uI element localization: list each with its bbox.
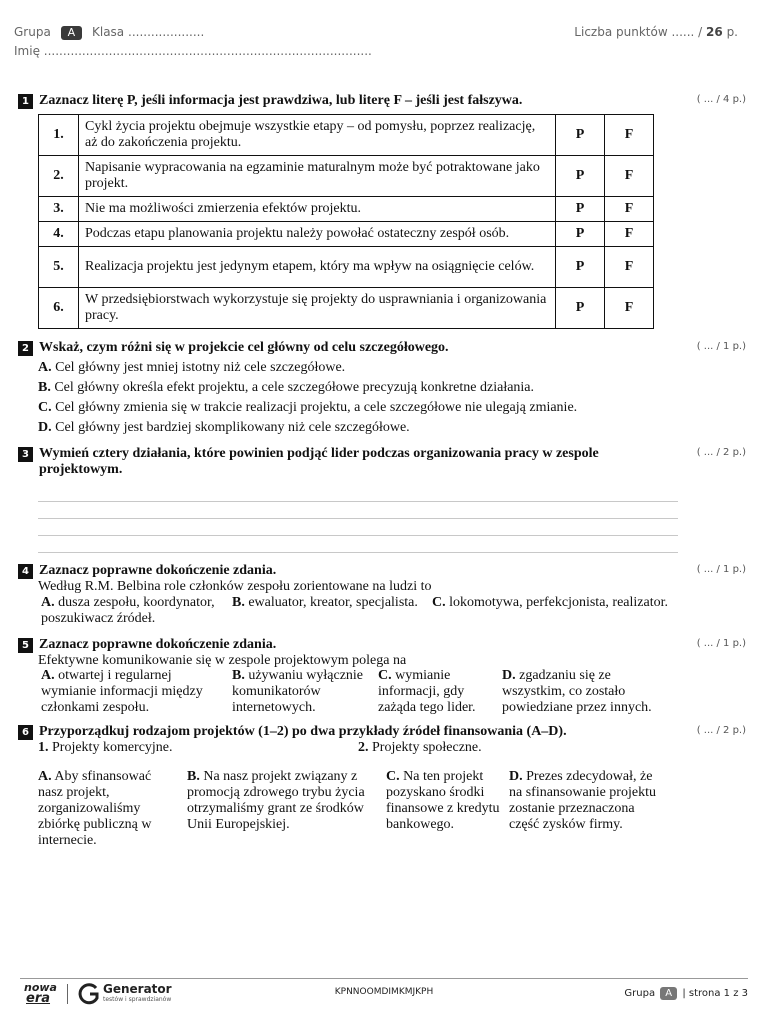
option-text: komunikatorów <box>232 684 321 699</box>
row-number: 2. <box>39 156 79 197</box>
row-statement: Realizacja projektu jest jedynym etapem, który ma wpływ na osiągnięcie celów. <box>79 247 556 288</box>
table-row <box>39 156 654 197</box>
class-dots: .................... <box>128 25 205 39</box>
question-title: Zaznacz literę P, jeśli informacja jest prawdziwa, lub literę F – jeśli jest fałszywa. <box>39 93 523 108</box>
true-option[interactable]: P <box>556 115 605 156</box>
question-points: ( ... / 2 p.) <box>696 447 746 458</box>
row-number: 5. <box>39 247 79 288</box>
answer-option-a[interactable] <box>38 360 345 376</box>
answer-line[interactable] <box>38 552 678 553</box>
table-row <box>39 115 654 156</box>
test-code: KPNNOOMDIMKMJKPH <box>334 987 434 997</box>
option-text: wymianie informacji między <box>41 684 203 699</box>
question-title: Zaznacz poprawne dokończenie zdania. <box>39 563 277 578</box>
option-letter: A. <box>38 360 52 375</box>
project-type-1 <box>38 740 173 756</box>
answer-option-a[interactable] <box>41 668 231 716</box>
generator-title: Generator <box>103 982 172 996</box>
table-row <box>39 222 654 247</box>
option-letter: A. <box>41 595 55 610</box>
option-text: ewaluator, kreator, specjalista. <box>248 595 418 610</box>
answer-option-b[interactable] <box>232 668 377 716</box>
group-label: Grupa <box>14 25 51 39</box>
true-option[interactable]: P <box>556 156 605 197</box>
option-text: nasz projekt, <box>38 785 110 800</box>
points-unit: p. <box>726 25 738 39</box>
points-label: Liczba punktów ...... / <box>574 25 703 39</box>
option-letter: C. <box>432 595 446 610</box>
option-letter: D. <box>38 420 52 435</box>
option-text: finansowe z kredytu <box>386 801 500 816</box>
project-type-2 <box>358 740 482 756</box>
option-text: Cel główny określa efekt projektu, a cele szczegółowe precyzują konkretne działania. <box>54 380 535 395</box>
answer-line[interactable] <box>38 501 678 502</box>
option-text: Unii Europejskiej. <box>187 817 290 832</box>
row-number: 1. <box>39 115 79 156</box>
option-letter: A. <box>38 769 52 784</box>
option-text: zostanie przeznaczona <box>509 801 635 816</box>
footer-page-info <box>624 987 748 1000</box>
question-points: ( ... / 1 p.) <box>696 564 746 575</box>
option-text: zażąda tego lider. <box>378 700 476 715</box>
true-option[interactable]: P <box>556 247 605 288</box>
true-false-table <box>38 114 654 329</box>
option-text: używaniu wyłącznie <box>248 668 364 683</box>
false-option[interactable]: F <box>605 247 654 288</box>
project-number: 1. <box>38 740 49 755</box>
option-text: informacji, gdy <box>378 684 465 699</box>
option-text: poszukiwacz źródeł. <box>41 611 156 626</box>
option-letter: B. <box>232 595 245 610</box>
points-field <box>574 25 738 39</box>
question-points: ( ... / 2 p.) <box>696 725 746 736</box>
project-number: 2. <box>358 740 369 755</box>
name-label: Imię <box>14 44 40 58</box>
question-title: Zaznacz poprawne dokończenie zdania. <box>39 637 277 652</box>
option-text: Prezes zdecydował, że <box>526 769 653 784</box>
option-text: otrzymaliśmy grant ze środków <box>187 801 364 816</box>
name-dots: ...................................................................................... <box>43 44 372 58</box>
footer-group-badge: A <box>660 987 677 1000</box>
question-number: 4 <box>18 564 33 579</box>
true-option[interactable]: P <box>556 288 605 329</box>
group-field <box>14 25 204 40</box>
option-text: bankowego. <box>386 817 455 832</box>
false-option[interactable]: F <box>605 156 654 197</box>
answer-option-c[interactable] <box>378 668 500 716</box>
question-number: 5 <box>18 638 33 653</box>
question-number: 1 <box>18 94 33 109</box>
row-number: 4. <box>39 222 79 247</box>
option-text: Cel główny jest mniej istotny niż cele szczegółowe. <box>55 360 346 375</box>
option-text: członkami zespołu. <box>41 700 150 715</box>
question-stem: Efektywne komunikowanie się w zespole projektowym polega na <box>38 653 407 668</box>
row-statement: Nie ma możliwości zmierzenia efektów projektu. <box>79 197 556 222</box>
option-text: Na nasz projekt związany z <box>203 769 358 784</box>
option-text: promocją zdrowego trybu życia <box>187 785 365 800</box>
funding-source-a[interactable] <box>38 769 186 849</box>
row-number: 6. <box>39 288 79 329</box>
question-points: ( ... / 1 p.) <box>696 638 746 649</box>
option-letter: B. <box>232 668 245 683</box>
option-letter: D. <box>509 769 523 784</box>
option-letter: D. <box>502 668 516 683</box>
footer-group-label: Grupa <box>624 988 656 999</box>
question-points: ( ... / 1 p.) <box>696 341 746 352</box>
option-text: internetowych. <box>232 700 316 715</box>
true-option[interactable]: P <box>556 222 605 247</box>
points-total: 26 <box>706 25 723 39</box>
option-letter: C. <box>386 769 400 784</box>
option-text: zorganizowaliśmy <box>38 801 141 816</box>
option-text: internecie. <box>38 833 97 848</box>
question-title: Przyporządkuj rodzajom projektów (1–2) po dwa przykłady źródeł finansowania (A–D). <box>39 724 567 739</box>
answer-option-c[interactable] <box>432 595 668 611</box>
row-statement: Podczas etapu planowania projektu należy powołać ostateczny zespół osób. <box>79 222 556 247</box>
answer-option-d[interactable] <box>502 668 682 716</box>
option-text: zgadzaniu się ze <box>519 668 611 683</box>
option-text: otwartej i regularnej <box>58 668 172 683</box>
name-field <box>14 44 372 58</box>
funding-source-b[interactable] <box>187 769 385 833</box>
question-number: 3 <box>18 447 33 462</box>
option-text: lokomotywa, perfekcjonista, realizator. <box>449 595 668 610</box>
option-letter: A. <box>41 668 55 683</box>
page-number: | strona 1 z 3 <box>682 988 748 999</box>
group-badge: A <box>61 26 83 40</box>
project-label: Projekty społeczne. <box>372 740 482 755</box>
project-label: Projekty komercyjne. <box>52 740 173 755</box>
logo-text-nowa: nowa <box>24 981 57 994</box>
generator-subtitle: testów i sprawdzianów <box>103 996 172 1003</box>
row-statement: Napisanie wypracowania na egzaminie maturalnym może być potraktowane jako projekt. <box>79 156 556 197</box>
option-text: Na ten projekt <box>403 769 484 784</box>
footer-divider <box>20 978 748 979</box>
question-points: ( ... / 4 p.) <box>696 94 746 105</box>
question-number: 6 <box>18 725 33 740</box>
table-row <box>39 288 654 329</box>
option-text: na sfinansowanie projektu <box>509 785 656 800</box>
answer-option-b[interactable] <box>38 380 534 396</box>
question-stem: Według R.M. Belbina role członków zespołu zorientowane na ludzi to <box>38 579 432 594</box>
option-letter: B. <box>38 380 51 395</box>
option-text: Cel główny zmienia się w trakcie realizacji projektu, a cele szczegółowe nie ulegają zmianie. <box>55 400 578 415</box>
answer-option-b[interactable] <box>232 595 418 611</box>
table-row <box>39 197 654 222</box>
row-statement: W przedsiębiorstwach wykorzystuje się projekty do usprawniania i organizowania pracy. <box>79 288 556 329</box>
question-number: 2 <box>18 341 33 356</box>
answer-line[interactable] <box>38 518 678 519</box>
false-option[interactable]: F <box>605 115 654 156</box>
logo-text-era: era <box>26 991 51 1006</box>
funding-source-d[interactable] <box>509 769 689 833</box>
option-text: zbiórkę publiczną w <box>38 817 152 832</box>
funding-source-c[interactable] <box>386 769 508 833</box>
false-option[interactable]: F <box>605 288 654 329</box>
table-row <box>39 247 654 288</box>
option-text: Cel główny jest bardziej skomplikowany niż cele szczegółowe. <box>55 420 410 435</box>
option-letter: C. <box>38 400 52 415</box>
question-title-line2: projektowym. <box>39 462 123 477</box>
option-text: wszystkim, co zostało <box>502 684 626 699</box>
question-title-line1: Wymień cztery działania, które powinien podjąć lider podczas organizowania pracy w zespole <box>39 446 599 461</box>
false-option[interactable]: F <box>605 197 654 222</box>
option-text: Aby sfinansować <box>54 769 152 784</box>
row-number: 3. <box>39 197 79 222</box>
answer-option-a[interactable] <box>41 595 231 627</box>
class-label: Klasa <box>92 25 125 39</box>
answer-option-c[interactable] <box>38 400 577 416</box>
answer-line[interactable] <box>38 535 678 536</box>
option-text: wymianie <box>395 668 451 683</box>
option-text: powiedziane przez innych. <box>502 700 652 715</box>
option-text: dusza zespołu, koordynator, <box>58 595 215 610</box>
option-letter: C. <box>378 668 392 683</box>
option-text: pozyskano środki <box>386 785 485 800</box>
row-statement: Cykl życia projektu obejmuje wszystkie etapy – od pomysłu, poprzez realizację, aż do zakończenia projektu. <box>79 115 556 156</box>
false-option[interactable]: F <box>605 222 654 247</box>
true-option[interactable]: P <box>556 197 605 222</box>
option-text: część zysków firmy. <box>509 817 623 832</box>
answer-option-d[interactable] <box>38 420 410 436</box>
option-letter: B. <box>187 769 200 784</box>
question-title: Wskaż, czym różni się w projekcie cel główny od celu szczegółowego. <box>39 340 449 355</box>
